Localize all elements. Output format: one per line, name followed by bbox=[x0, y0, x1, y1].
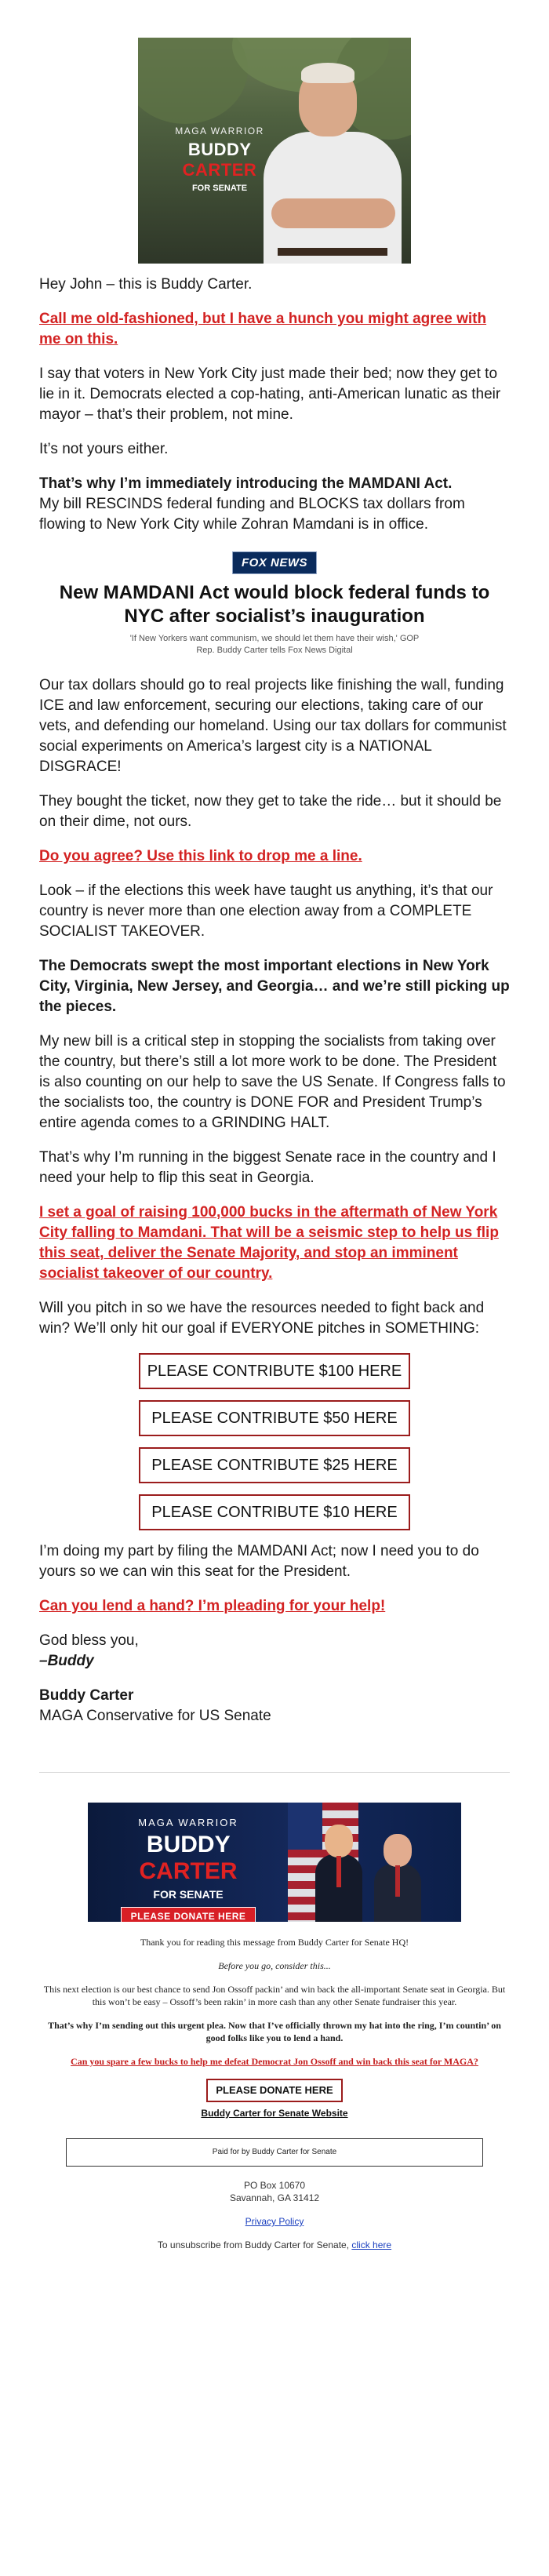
hero-sub: FOR SENATE bbox=[191, 184, 248, 193]
hero-name bbox=[149, 140, 290, 180]
paragraph-11: I’m doing my part by filing the MAMDANI Act; now I need you to do yours so we can win this seat for the President. bbox=[39, 1543, 479, 1580]
unsubscribe-line bbox=[39, 2239, 510, 2251]
email-body bbox=[39, 0, 510, 2251]
hero-kicker: MAGA WARRIOR bbox=[175, 126, 264, 136]
fox-news-logo: FOX NEWS bbox=[233, 552, 316, 573]
paragraph-2: It’s not yours either. bbox=[39, 441, 169, 457]
contribute-buttons bbox=[39, 1353, 510, 1530]
paragraph-1: I say that voters in New York City just made their bed; now they get to lie in it. Democrats elected a cop-hating, anti-American lunatic as their mayor – that’s their problem, not mine. bbox=[39, 366, 501, 423]
hero-image bbox=[138, 38, 411, 264]
paragraph-3-rest: My bill RESCINDS federal funding and BLOCKS tax dollars from flowing to New York City while Zohran Mamdani is in office. bbox=[39, 496, 465, 533]
banner-logo bbox=[99, 1817, 278, 1922]
address-line-1: PO Box 10670 bbox=[243, 2180, 306, 2191]
paragraph-6: Look – if the elections this week have taught us anything, it’s that our country is never more than one election away from a COMPLETE SOCIALIST TAKEOVER. bbox=[39, 882, 493, 940]
donate-banner[interactable] bbox=[88, 1803, 461, 1922]
news-subheadline: 'If New Yorkers want communism, we should let them have their wish,' GOP Rep. Buddy Carter tells Fox News Digital bbox=[129, 634, 420, 655]
hero-logo bbox=[149, 126, 290, 193]
footer-website-link[interactable]: Buddy Carter for Senate Website bbox=[201, 2108, 348, 2119]
contribute-10-button[interactable]: PLEASE CONTRIBUTE $10 HERE bbox=[139, 1494, 410, 1530]
address-line-2: Savannah, GA 31412 bbox=[229, 2192, 320, 2203]
news-clip[interactable] bbox=[39, 552, 510, 657]
footer-divider bbox=[39, 1772, 510, 1773]
hunch-link[interactable]: Call me old-fashioned, but I have a hunch you might agree with me on this. bbox=[39, 311, 487, 347]
agree-link[interactable]: Do you agree? Use this link to drop me a line. bbox=[39, 848, 362, 864]
footer-thanks: Thank you for reading this message from Buddy Carter for Senate HQ! bbox=[140, 1937, 409, 1948]
unsubscribe-text: To unsubscribe from Buddy Carter for Senate, bbox=[157, 2239, 350, 2250]
paid-for-box: Paid for by Buddy Carter for Senate bbox=[66, 2138, 483, 2167]
mailing-address bbox=[39, 2179, 510, 2204]
paragraph-3-bold: That’s why I’m immediately introducing the MAMDANI Act. bbox=[39, 475, 453, 492]
banner-name-first: BUDDY bbox=[146, 1832, 231, 1857]
paragraph-9: That’s why I’m running in the biggest Senate race in the country and I need your help to flip this seat in Georgia. bbox=[39, 1149, 496, 1186]
paragraph-10: Will you pitch in so we have the resources needed to fight back and win? We’ll only hit our goal if EVERYONE pitches in SOMETHING: bbox=[39, 1300, 485, 1337]
greeting: Hey John – this is Buddy Carter. bbox=[39, 276, 253, 293]
signoff: –Buddy bbox=[39, 1653, 94, 1669]
closing-line: God bless you, bbox=[39, 1632, 139, 1649]
banner-sub: FOR SENATE bbox=[153, 1888, 224, 1901]
hero-name-first: BUDDY bbox=[187, 140, 252, 159]
banner-name-last: CARTER bbox=[139, 1858, 238, 1884]
footer-spare-link[interactable]: Can you spare a few bucks to help me defeat Democrat Jon Ossoff and win back this seat for MAGA? bbox=[71, 2056, 478, 2067]
footer bbox=[39, 1936, 510, 2251]
unsubscribe-link[interactable]: click here bbox=[351, 2239, 392, 2250]
signature-name: Buddy Carter bbox=[39, 1687, 134, 1704]
contribute-50-button[interactable]: PLEASE CONTRIBUTE $50 HERE bbox=[139, 1400, 410, 1436]
banner-name bbox=[99, 1832, 278, 1885]
contribute-100-button[interactable]: PLEASE CONTRIBUTE $100 HERE bbox=[139, 1353, 410, 1389]
paragraph-7: The Democrats swept the most important elections in New York City, Virginia, New Jersey, and Georgia… and we’re still picking up the pieces. bbox=[39, 958, 510, 1015]
banner-donate-button[interactable]: PLEASE DONATE HERE bbox=[121, 1907, 256, 1922]
closing bbox=[39, 1631, 510, 1672]
footer-hat: That’s why I’m sending out this urgent plea. Now that I’ve officially thrown my hat into the ring, I’m countin’ on good folks like you to lend a hand. bbox=[48, 2020, 501, 2043]
banner-kicker: MAGA WARRIOR bbox=[138, 1817, 238, 1828]
paragraph-8: My new bill is a critical step in stopping the socialists from taking over the country, but there’s still a lot more work to be done. The President is also counting on our help to save the US Senate. If Congress falls to the socialists too, the country is DONE FOR and President Trump’s entire agenda comes to a GRINDING HALT. bbox=[39, 1033, 506, 1131]
paragraph-3 bbox=[39, 474, 510, 535]
footer-donate-button[interactable]: PLEASE DONATE HERE bbox=[206, 2079, 342, 2102]
paragraph-4: Our tax dollars should go to real projects like finishing the wall, funding ICE and law enforcement, securing our elections, taking care of our vets, and defending our homeland. Using our tax dollars for communist social experiments on America’s largest city is a NATIONAL DISGRACE! bbox=[39, 677, 507, 775]
hero-name-last: CARTER bbox=[182, 160, 257, 180]
footer-next: This next election is our best chance to send Jon Ossoff packin’ and win back the all-important Senate seat in Georgia. But this won’t be easy – Ossoff’s been rakin’ in more cash than any other Senate fundraiser this year. bbox=[43, 1984, 506, 2007]
goal-link[interactable]: I set a goal of raising 100,000 bucks in the aftermath of New York City falling to Mamdani. That will be a seismic step to help us flip this seat, deliver the Senate Majority, and stop an imminent socialist takeover of our country. bbox=[39, 1204, 499, 1282]
footer-before: Before you go, consider this... bbox=[218, 1960, 331, 1971]
paragraph-5: They bought the ticket, now they get to take the ride… but it should be on their dime, not ours. bbox=[39, 793, 502, 830]
news-headline: New MAMDANI Act would block federal funds to NYC after socialist’s inauguration bbox=[59, 582, 490, 627]
hand-link[interactable]: Can you lend a hand? I’m pleading for your help! bbox=[39, 1598, 386, 1614]
contribute-25-button[interactable]: PLEASE CONTRIBUTE $25 HERE bbox=[139, 1447, 410, 1483]
signature-title: MAGA Conservative for US Senate bbox=[39, 1708, 271, 1724]
privacy-policy-link[interactable]: Privacy Policy bbox=[245, 2216, 304, 2227]
